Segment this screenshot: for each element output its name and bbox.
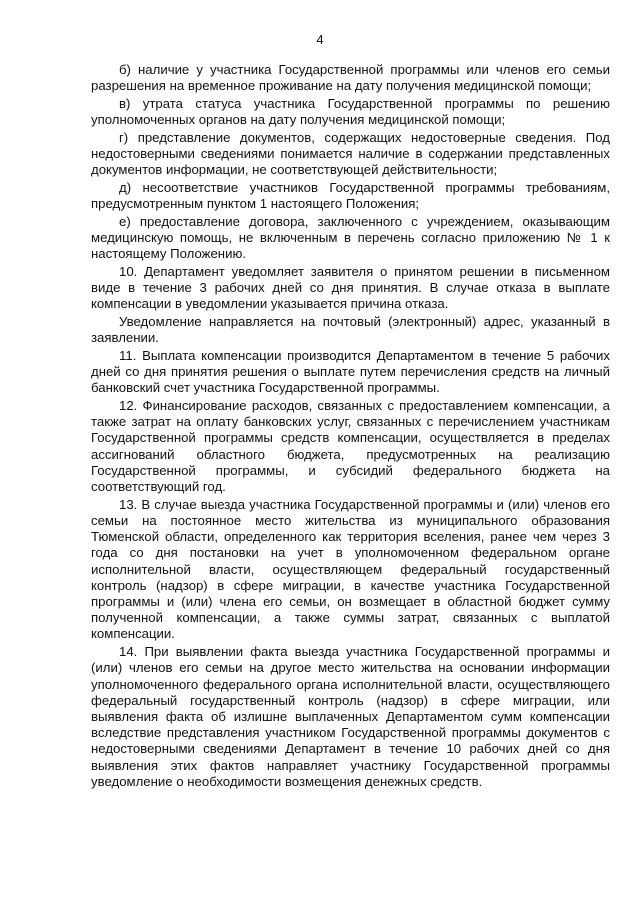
- paragraph-e-contract-not-listed: е) предоставление договора, заключенного с учреждением, оказывающим медицинскую помощь, не включенным в перечень согласно приложению № 1 к настоящему Положению.: [91, 213, 610, 262]
- paragraph-12-financing: 12. Финансирование расходов, связанных с предоставлением компенсации, а также затрат на оплату банковских услуг, связанных с перечислением участникам Государственной программы средств компенсации, осуществляется в пределах ассигнований областного бюджета, предусмотренных на реализацию Государственной программы, и субсидий федерального бюджета на соответствующий год.: [91, 398, 610, 495]
- paragraph-g-false-documents: г) представление документов, содержащих недостоверные сведения. Под недостоверными сведениями понимается наличие в содержании представленных документов информации, не соответствующей действительности;: [91, 129, 610, 178]
- document-body: [91, 62, 610, 791]
- paragraph-10-notification: 10. Департамент уведомляет заявителя о принятом решении в письменном виде в течение 3 рабочих дней со дня принятия. В случае отказа в выплате компенсации в уведомлении указывается причина отказа.: [91, 263, 610, 312]
- paragraph-13-departure-refund: 13. В случае выезда участника Государственной программы и (или) членов его семьи на постоянное место жительства из муниципального образования Тюменской области, определенного как территория вселения, ранее чем через 3 года со дня постановки на учет в уполномоченном федеральном органе исполнительной власти, осуществляющем федеральный государственный контроль (надзор) в сфере миграции, в качестве участника Государственной программы и (или) члена его семьи, он возмещает в областной бюджет сумму полученной компенсации, а также суммы затрат, связанных с выплатой компенсации.: [91, 496, 610, 642]
- paragraph-b-temporary-residence: б) наличие у участника Государственной программы или членов его семьи разрешения на временное проживание на дату получения медицинской помощи;: [91, 62, 610, 94]
- paragraph-notification-address: Уведомление направляется на почтовый (электронный) адрес, указанный в заявлении.: [91, 314, 610, 346]
- paragraph-14-detection-notice: 14. При выявлении факта выезда участника Государственной программы и (или) членов его семьи на другое место жительства на основании информации уполномоченного федерального органа исполнительной власти, осуществляющего федеральный государственный контроль (надзор) в сфере миграции, или выявления факта об излишне выплаченных Департаментом сумм компенсации вследствие представления участником Государственной программы документов с недостоверными сведениями Департамент в течение 10 рабочих дней со дня выявления этих фактов направляет участнику Государственной программы уведомление о необходимости возмещения денежных средств.: [91, 644, 610, 789]
- paragraph-v-status-loss: в) утрата статуса участника Государственной программы по решению уполномоченных органов на дату получения медицинской помощи;: [91, 95, 610, 128]
- paragraph-d-requirements-mismatch: д) несоответствие участников Государственной программы требованиям, предусмотренным пунктом 1 настоящего Положения;: [91, 179, 610, 212]
- page-number: 4: [316, 32, 324, 47]
- paragraph-11-payment: 11. Выплата компенсации производится Департаментом в течение 5 рабочих дней со дня принятия решения о выплате путем перечисления средств на личный банковский счет участника Государственной программы.: [91, 347, 610, 396]
